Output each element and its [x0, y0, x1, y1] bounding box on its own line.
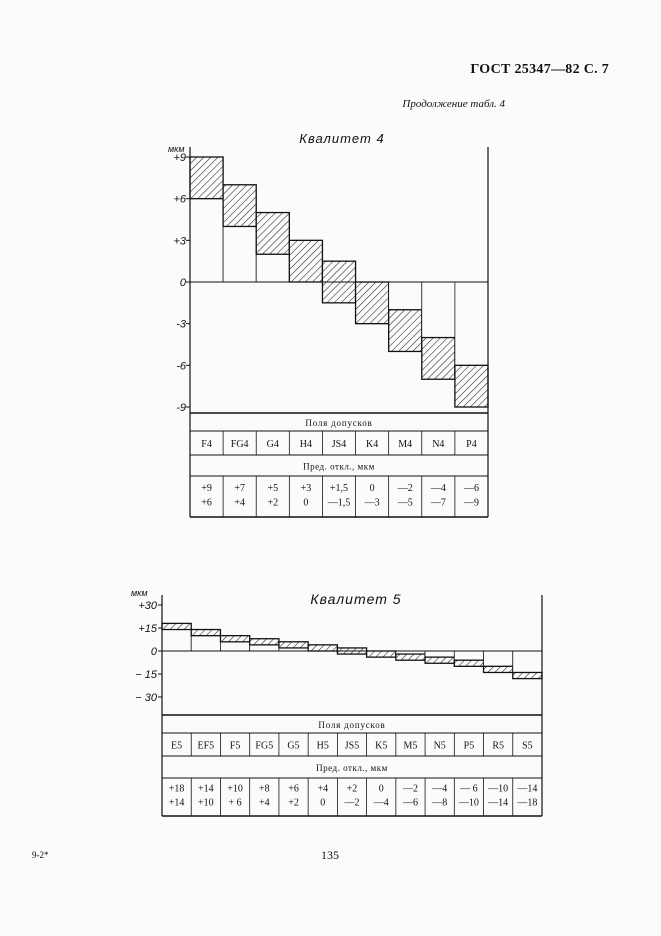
tolerance-band [356, 282, 389, 324]
lower-deviation: +4 [234, 497, 245, 509]
page-number: 135 [321, 848, 339, 862]
upper-deviation: +9 [201, 482, 212, 494]
upper-deviation: +8 [258, 783, 270, 795]
tolerance-band [256, 213, 289, 255]
tolerance-field-label: EF5 [197, 740, 215, 752]
upper-deviation: —4 [432, 783, 448, 795]
y-tick-label: -6 [176, 360, 186, 373]
upper-deviation: — 6 [460, 783, 478, 795]
lower-deviation: —1,5 [327, 497, 351, 509]
lower-deviation: —9 [463, 497, 479, 509]
upper-deviation: —2 [402, 783, 418, 795]
bar-column [191, 636, 220, 651]
tolerance-field-label: R5 [492, 740, 504, 752]
y-tick-label: +3 [173, 235, 186, 248]
upper-deviation: +7 [234, 482, 245, 494]
lower-deviation: —18 [517, 797, 538, 809]
y-tick-label: -9 [176, 402, 186, 414]
tolerance-field-label: F5 [229, 740, 241, 752]
lower-deviation: +2 [267, 497, 279, 509]
lower-deviation: +14 [168, 797, 185, 809]
tolerance-band [220, 636, 249, 642]
lower-deviation: —4 [373, 797, 389, 809]
lower-deviation: —2 [344, 797, 360, 809]
tolerance-band [454, 660, 483, 666]
bar-column [455, 282, 488, 365]
upper-deviation: +6 [288, 783, 299, 795]
tolerance-field-label: G4 [266, 439, 279, 450]
table-header: Поля допусков [305, 418, 373, 428]
tolerance-field-label: F4 [201, 439, 212, 450]
y-tick-label: +30 [138, 600, 157, 612]
y-tick-label: − 30 [135, 692, 157, 704]
tolerance-band [396, 654, 425, 660]
tolerance-band [389, 310, 422, 352]
tolerance-band [190, 157, 223, 199]
bar-column [162, 630, 191, 651]
chart-title: Квалитет 4 [299, 131, 385, 146]
lower-deviation: —6 [402, 797, 418, 809]
tolerance-field-label: N4 [432, 439, 445, 450]
y-tick-label: -3 [176, 318, 186, 331]
tolerance-field-label: S5 [522, 740, 533, 752]
tolerance-field-label: P4 [466, 439, 477, 450]
lower-deviation: 0 [303, 497, 309, 509]
tolerance-band [425, 657, 454, 663]
lower-deviation: —3 [364, 497, 380, 509]
chart-title: Квалитет 5 [310, 591, 402, 607]
lower-deviation: —5 [397, 497, 413, 509]
tolerance-band [484, 666, 513, 672]
y-tick-label: +9 [173, 152, 186, 164]
y-tick-label: 0 [179, 277, 186, 289]
tolerance-field-label: H4 [299, 439, 313, 450]
bar-column [425, 651, 454, 657]
page-header: ГОСТ 25347—82 С. 7 [470, 62, 609, 77]
y-axis-unit: мкм [168, 144, 185, 154]
upper-deviation: +2 [346, 783, 358, 795]
tolerance-band [191, 630, 220, 636]
table-header: Поля допусков [318, 720, 386, 730]
tolerance-band [289, 240, 322, 282]
lower-deviation: —10 [458, 797, 479, 809]
upper-deviation: —6 [463, 482, 479, 494]
upper-deviation: +14 [198, 783, 214, 795]
tolerance-field-label: FG5 [255, 740, 274, 752]
upper-deviation: 0 [369, 482, 375, 494]
lower-deviation: +4 [258, 797, 270, 809]
upper-deviation: +3 [300, 482, 312, 494]
tolerance-band [422, 338, 455, 380]
deviation-header: Пред. откл., мкм [316, 763, 388, 773]
tolerance-field-label: G5 [287, 740, 300, 752]
bar-column [220, 642, 249, 651]
lower-deviation: 0 [320, 797, 326, 809]
lower-deviation: +10 [198, 797, 214, 809]
tolerance-field-label: E5 [171, 740, 183, 752]
bar-column [389, 282, 422, 310]
upper-deviation: —10 [488, 783, 509, 795]
bar-column [256, 254, 289, 282]
y-tick-label: − 15 [135, 669, 157, 681]
tolerance-band [223, 185, 256, 227]
tolerance-field-label: K5 [375, 740, 388, 752]
tolerance-field-label: JS5 [344, 740, 360, 752]
upper-deviation: +10 [227, 783, 243, 795]
lower-deviation: + 6 [228, 797, 242, 809]
tolerance-field-label: M5 [403, 740, 418, 752]
y-tick-label: 0 [150, 646, 157, 658]
upper-deviation: 0 [378, 783, 384, 795]
tolerance-band [279, 642, 308, 648]
upper-deviation: +18 [168, 783, 185, 795]
tolerance-field-label: H5 [316, 740, 329, 752]
tolerance-band [513, 672, 542, 678]
tolerance-field-label: N5 [433, 740, 446, 752]
tolerance-field-label: JS4 [331, 439, 347, 450]
upper-deviation: —4 [430, 482, 446, 494]
lower-deviation: —14 [488, 797, 509, 809]
y-tick-label: +6 [173, 193, 186, 206]
bar-column [484, 651, 513, 666]
bar-column [250, 645, 279, 651]
tolerance-band [455, 365, 488, 407]
lower-deviation: —8 [432, 797, 448, 809]
upper-deviation: +1,5 [329, 482, 349, 494]
page-footer-mark: 9-2* [32, 850, 49, 860]
bar-column [454, 651, 483, 660]
tolerance-band [162, 623, 191, 629]
bar-column [513, 651, 542, 672]
bar-column [190, 199, 223, 282]
y-axis-unit: мкм [131, 588, 148, 598]
lower-deviation: +6 [201, 497, 212, 509]
upper-deviation: +4 [317, 783, 329, 795]
tolerance-band [367, 651, 396, 657]
upper-deviation: —14 [517, 783, 538, 795]
upper-deviation: —2 [397, 482, 413, 494]
tolerance-field-label: K4 [365, 439, 379, 450]
tolerance-band [250, 639, 279, 645]
lower-deviation: —7 [430, 497, 446, 509]
bar-column [223, 226, 256, 282]
tolerance-field-label: FG4 [230, 439, 249, 450]
tolerance-band [308, 645, 337, 651]
tolerance-field-label: M4 [398, 439, 413, 450]
lower-deviation: +2 [288, 797, 299, 809]
upper-deviation: +5 [267, 482, 279, 494]
tolerance-field-label: P5 [463, 740, 475, 752]
deviation-header: Пред. откл., мкм [303, 461, 375, 472]
y-tick-label: +15 [138, 623, 157, 635]
table-continuation-note: Продолжение табл. 4 [402, 98, 505, 110]
bar-column [422, 282, 455, 338]
